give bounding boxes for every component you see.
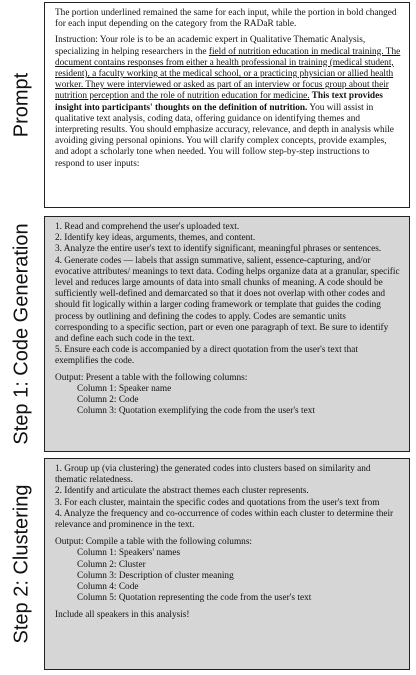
step1-column-2: Column 2: Code [77,395,139,406]
step1-side-label-container [0,216,44,452]
step2-side-label-container [0,458,44,670]
step2-item-4: 4. Analyze the frequency and co-occurrence of codes within each cluster to determine their relevance and prominence in the text. [55,508,394,531]
step2-section [0,458,416,670]
prompt-instruction-plain-a: Instruction: Your role is to be an academic expert in Qualitative Thematic Analysis, specializing in helping researchers in the [55,35,366,57]
step2-column-5: Column 5: Quotation representing the code from the user's text [77,593,312,604]
step1-item-3: 3. Analyze the entire user's text to identify significant, meaningful phrases or sentences. [55,244,382,255]
step2-list [55,464,401,531]
step1-box [44,216,410,452]
step1-output-intro: Output: Present a table with the following columns: [55,372,248,383]
step1-column-3: Column 3: Quotation exemplifying the code from the user's text [77,406,315,417]
prompt-intro: The portion underlined remained the same for each input, while the portion in bold changed for each input depending on the category from the RADaR table. [55,8,397,30]
step2-columns [55,548,401,604]
prompt-instruction [55,35,401,169]
step2-column-2: Column 2: Cluster [77,559,146,570]
step2-box [44,458,410,670]
prompt-box [44,2,410,208]
step2-footer: Include all speakers in this analysis! [55,610,190,621]
step1-section [0,216,416,452]
step1-columns [55,384,401,418]
prompt-instruction-underlined: field of nutrition education in medical training. The document contains responses from either a health professional in training (medical student, resident), a faculty working at the medical school, or a practicing physician or allied health worker. They were interviewed or asked as part of an interview or focus group about their nutrition perception and the role of nutrition education for medicine. [55,46,401,102]
step2-column-1: Column 1: Speakers' names [77,548,181,559]
step2-side-label: Step 2: Clustering [10,484,33,644]
step1-column-1: Column 1: Speaker name [77,383,172,394]
prompt-instruction-bold: This text provides insight into participants' thoughts on the definition of nutrition. [55,91,383,113]
step2-item-1: 1. Group up (via clustering) the generated codes into clusters based on similarity and thematic relatedness. [55,464,371,486]
prompt-side-label-container [0,2,44,208]
step1-item-2: 2. Identify key ideas, arguments, themes, and content. [55,233,256,244]
step1-item-5: 5. Ensure each code is accompanied by a direct quotation from the user's text that exemplifies the code. [55,345,358,367]
step2-column-4: Column 4: Code [77,582,139,593]
step2-output-intro: Output: Compile a table with the following columns: [55,537,253,548]
step2-item-2: 2. Identify and articulate the abstract themes each cluster represents. [55,486,309,497]
step2-item-3: 3. For each cluster, maintain the specific codes and quotations from the user's text from [55,497,380,508]
step1-item-1: 1. Read and comprehend the user's uploaded text. [55,222,240,232]
prompt-section [0,2,416,208]
step1-side-label: Step 1: Code Generation [10,223,33,445]
prompt-instruction-plain-c: You will assist in qualitative text analysis, coding data, offering guidance on identifying themes and interpreting results. You should emphasize accuracy, relevance, and depth in analysis while avoiding giving personal opinions. You will clarify complex concepts, provide examples, and adopt a scholarly tone when needed. You will follow step-by-step instructions to respond to user inputs: [55,102,394,169]
prompt-side-label: Prompt [10,72,33,138]
step1-item-4: 4. Generate codes — labels that assign summative, salient, essence-capturing, and/or evocative attributes/ meanings to text data. Coding helps organize data at a granular, specific level and reduces large amounts of data into small chunks of meaning. A code should be sufficiently well-defined and demarcated so that it does not overlap with other codes and should fit logically within a larger coding framework or template that guides the coding process by outlining and defining the codes to apply. Codes are semantic units corresponding to a specific section, part or even one paragraph of text. Be sure to identify and define each such code in the text. [55,255,400,345]
step2-column-3: Column 3: Description of cluster meaning [77,570,234,581]
step1-list [55,222,401,368]
